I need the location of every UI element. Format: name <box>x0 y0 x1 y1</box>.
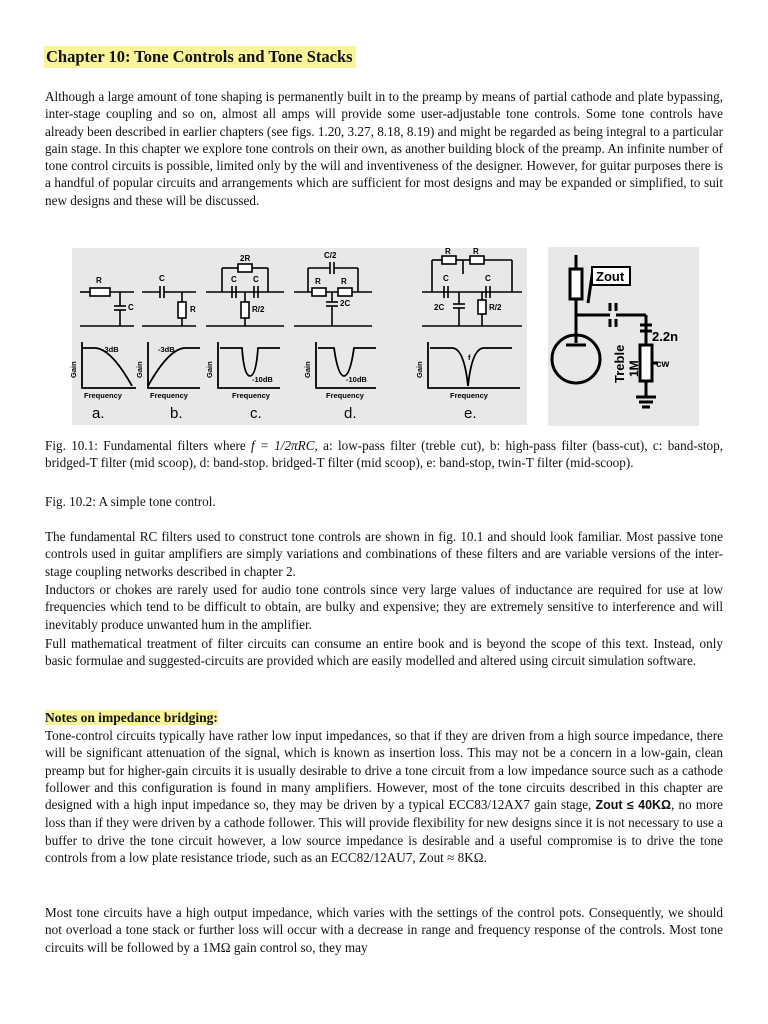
ann-b-3db: -3dB <box>158 345 175 354</box>
label-c-c1: C <box>231 275 237 284</box>
axis-y-b: Gain <box>135 361 144 378</box>
zout-expression: Zout ≤ 40KΩ <box>595 798 672 813</box>
cap-label: 2.2n <box>652 329 679 344</box>
axis-x-e: Frequency <box>450 391 488 400</box>
last-paragraph: Most tone circuits have a high output impedance, which varies with the settings of the control pots. Consequently, we should not overload a tone stack or further loss will occur with a decrease in range and frequency response of the controls. Most tone circuits will be followed by a 1MΩ gain control so, they may <box>45 905 723 955</box>
label-c-2r: 2R <box>240 254 251 263</box>
filter-diagrams <box>69 247 527 425</box>
label-c-c2: C <box>253 275 259 284</box>
axis-x-a: Frequency <box>84 391 122 400</box>
cw-label: cw <box>656 359 670 370</box>
figure-label-b: b. <box>170 405 183 422</box>
label-b-c: C <box>159 274 165 283</box>
axis-y-c: Gain <box>205 361 214 378</box>
figure-label-c: c. <box>250 405 262 422</box>
caption-10-2: Fig. 10.2: A simple tone control. <box>45 494 216 509</box>
axis-x-c: Frequency <box>232 391 270 400</box>
label-a-r: R <box>96 276 102 285</box>
pot-value-label: 1M <box>627 360 641 377</box>
figure-10-1 <box>69 247 527 425</box>
label-b-r: R <box>190 305 196 314</box>
intro-paragraph: Although a large amount of tone shaping is permanently built in to the preamp by means of partial cathode and plate bypassing, inter-stage coupling and so on, almost all amps will provide some user-adjustable tone controls. Some tone controls have already been described in earlier chapters (see figs. 1.20, 3.27, 8.18, 8.19) and might be regarded as being integral to a particular gain stage. In this chapter we explore tone controls on their own, as another building block of the preamp. An infinite number of tone control circuits is possible, limited only by the will and inventiveness of the designer. However, for guitar purposes there is a handful of popular circuits and arrangements which are sufficient for most designs and may be expanded or simplified, to suit new designs and these will be discussed. <box>45 89 723 208</box>
notes-part2: , no more loss than if they were driven by a cathode follower. This will provide flexibility for new designs since it is not necessary to use a buffer to drive the tone circuit however, a low source impedance is desirable and a useful compromise is to drive the tone controls from a low plate resistance triode, such as an ECC82/12AU7, Zout ≈ 8KΩ. <box>45 797 723 866</box>
notes-heading-text: Notes on impedance bridging: <box>45 710 218 725</box>
caption-rest: , a: low-pass filter (treble cut), b: high-pass filter (bass-cut), c: band-stop, bridged-T filter (mid scoop), d: band-stop. bridged-T filter (mid scoop), e: band-stop, twin-T filter (mid-scoop). <box>45 438 724 471</box>
zout-label: Zout <box>596 269 625 284</box>
caption-formula: f = 1/2πRC <box>251 438 315 453</box>
notes-part1: Tone-control circuits typically have rather low input impedances, so that if they are driven from a high source impedance, there will be significant attenuation of the signal, which is known as insertion loss. This may not be a concern in a low-gain, clean preamp but for higher-gain circuits it is usually desirable to drive a tone circuit from a low impedance source such as a cathode follower and this configuration is found in many amplifiers. However, most of the tone circuits described in this chapter are designed with a high input impedance so, they may be driven by a typical ECC83/12AX7 gain stage, <box>45 728 723 813</box>
figure-label-a: a. <box>92 405 105 422</box>
label-d-r2: R <box>341 277 347 286</box>
ann-c-10db: -10dB <box>252 375 273 384</box>
label-e-r2: R <box>473 247 479 256</box>
ann-a-3db: -3dB <box>102 345 119 354</box>
body-paragraph-3: Full mathematical treatment of filter circuits can consume an entire book and is beyond the scope of this text. Instead, only basic formulae and suggested-circuits are provided which are easily modelled and altered using circuit simulation software. <box>45 636 723 669</box>
pot-name-label: Treble <box>612 344 627 383</box>
label-e-2c: 2C <box>434 303 445 312</box>
caption-10-1 <box>45 437 723 472</box>
label-a-c: C <box>128 303 134 312</box>
figure-label-e: e. <box>464 405 477 422</box>
axis-x-d: Frequency <box>326 391 364 400</box>
label-d-r1: R <box>315 277 321 286</box>
notes-paragraph <box>45 727 723 866</box>
label-c-r2: R/2 <box>252 305 265 314</box>
figure-10-2 <box>548 247 699 426</box>
axis-x-b: Frequency <box>150 391 188 400</box>
axis-y-e: Gain <box>415 361 424 378</box>
label-d-c2: C/2 <box>324 251 337 260</box>
axis-y-d: Gain <box>303 361 312 378</box>
chapter-title: Chapter 10: Tone Controls and Tone Stacks <box>44 46 356 68</box>
label-e-r2b: R/2 <box>489 303 502 312</box>
label-e-c2: C <box>485 274 491 283</box>
axis-y-a: Gain <box>69 361 78 378</box>
ann-d-10db: -10dB <box>346 375 367 384</box>
caption-prefix: Fig. 10.1: Fundamental filters where <box>45 438 252 453</box>
label-e-c1: C <box>443 274 449 283</box>
figure-label-d: d. <box>344 405 357 422</box>
label-e-r1: R <box>445 247 451 256</box>
notes-heading <box>45 710 218 726</box>
ann-e-f: f <box>468 353 471 362</box>
tone-control-schematic <box>548 247 699 426</box>
body-paragraph-2: Inductors or chokes are rarely used for audio tone controls since very large values of inductance are required for use at low frequencies which tend to be difficult to obtain, are bulky and expensive; they are extremely sensitive to interference and will inevitably produce unwanted hum in the amplifier. <box>45 582 723 632</box>
body-paragraph-1: The fundamental RC filters used to construct tone controls are shown in fig. 10.1 and should look familiar. Most passive tone controls used in guitar amplifiers are simply variations and combinations of these filters and are variable versions of the inter-stage coupling networks described in chapter 2. <box>45 529 723 579</box>
label-d-2c: 2C <box>340 299 351 308</box>
